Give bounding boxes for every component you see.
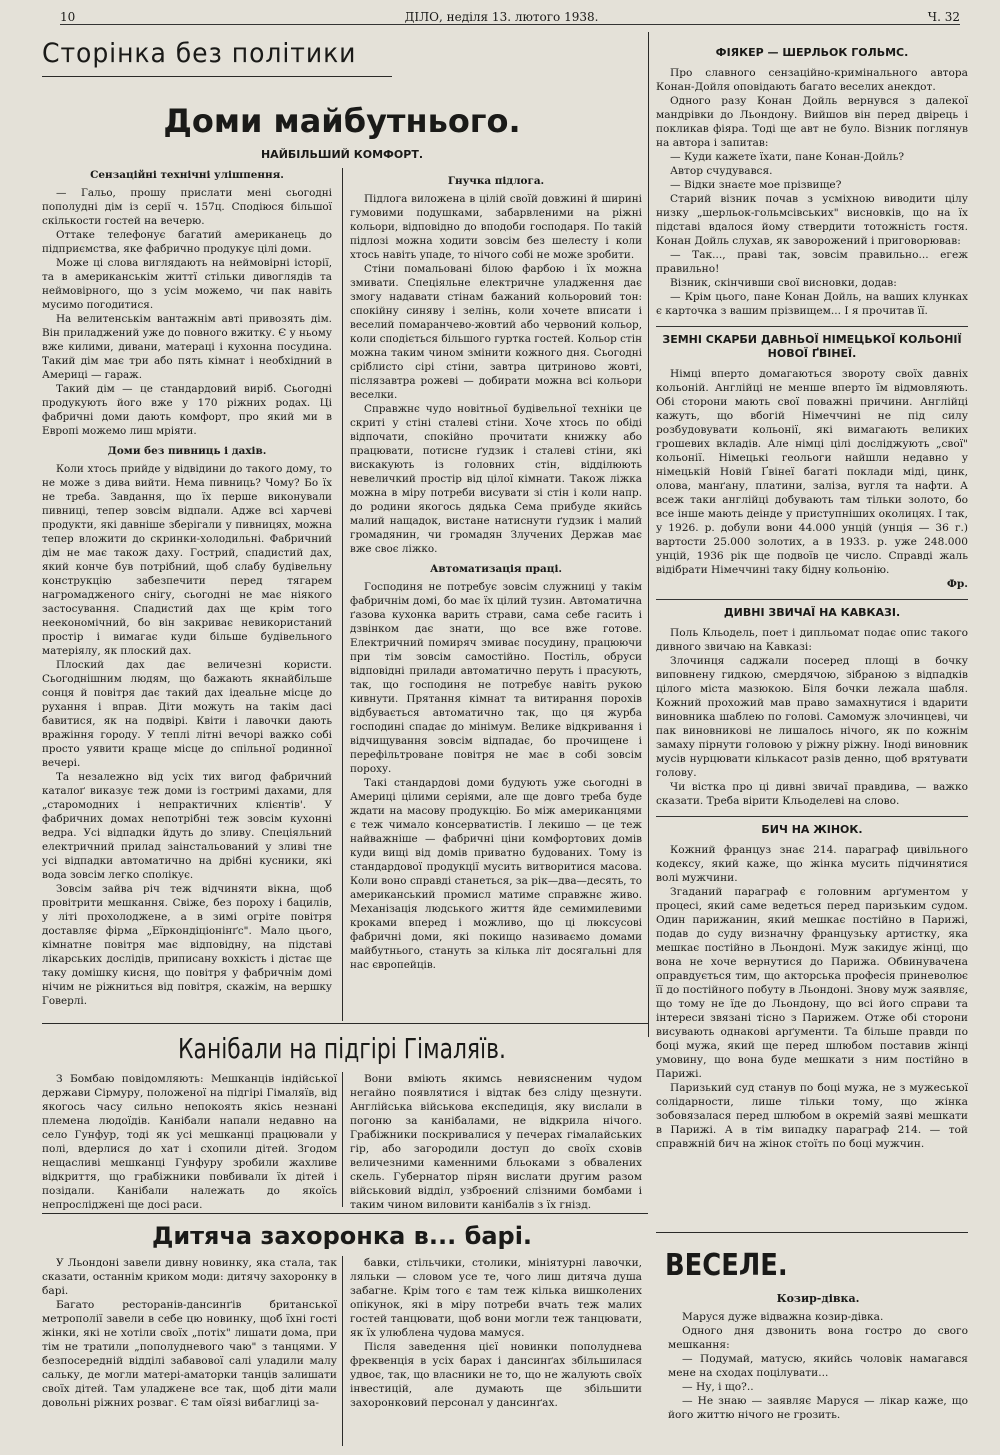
fiaker-title: ФІЯКЕР — ШЕРЛЬОК ГОЛЬМС. xyxy=(715,46,909,59)
issue-info: ДІЛО, неділя 13. лютого 1938. xyxy=(404,10,599,24)
vesele-paragraph: — Не знаю — заявляє Маруся — лікар каже, що його життю нічого не грозить. xyxy=(668,1395,968,1421)
homes-paragraph: Такі стандардові доми будують уже сьогодні в Америці цілими серіями, але ще довго треба буде ждати на масову продукцію. Бо між американцями є теж чимало консерватистів. І лекишо — це теж найважніше — фабричні ціни комфортових домів куди вищі від домів приватно будованих. Тому із стандардової продукції мусить витворитися масова. Коли воно справді станеться, за рік—два—десять, то американський промисл матиме справжнє живо. Механізація людського життя йде семимилевими кроками вперед і можливо, що ці люксусові фабричні доми, які покищо називаємо домами майбутнього, стануть за кілька літ досягальні для нас європейців. xyxy=(350,777,642,971)
vesele-title: ВЕСЕЛЕ. xyxy=(665,1248,788,1283)
whip-title: БИЧ НА ЖІНОК. xyxy=(761,823,863,836)
caucasus-paragraph: Чи вістка про ці дивні звичаї правдива, — важко сказати. Треба вірити Кльоделеві на слово. xyxy=(656,781,968,807)
section-title: Сторінка без політики xyxy=(42,38,357,69)
nursery-paragraph: Після заведення цієї новинки пополуднева фреквенція в усіх барах і дансинґах збільшилася удвоє, так, що власники не то, що не жалують своїх інвестицій, але думають ще збільшити захоронковий персонал у дансинґах. xyxy=(350,1341,642,1409)
whip-paragraph: Паризький суд станув по боці мужа, не з мужеської солідарности, лише тільки тому, що жінка зобовязалася перед шлюбом в окремій заяві мешкати в Парижі. А в тім випадку параграф 214. — той справжній бич на жінок стоїть по боці мужчин. xyxy=(656,1082,968,1150)
page-header xyxy=(60,8,960,25)
section-title-underline xyxy=(42,76,392,77)
caucasus-paragraph: Злочинця саджали посеред площі в бочку виповнену гидкою, смердячою, зібраною з відпадків цілого міста мазюкою. Біля бочки лежала шабля. Кожний прохожий мав право замахнутися і вдарити виновника шаблею по голові. Самомуж злочинцеві, чи пак виновникові не лишалось нічого, як по кожнім замаху пірнути головою у ріжну ріжну. Іноді виновник мусів нурцювати кількасот разів денно, щоб врятувати голову. xyxy=(656,655,968,779)
cannibals-top-rule xyxy=(42,1023,648,1024)
nursery-paragraph: Багато ресторанів-дансинґів британської метрополії завели в себе цю новинку, щоб їхні гості жінки, які не хотіли своїх „потіх" лишати дома, при тім не тратили „пополудневого чаю" з танцями. У безпосередній відділі забавової салі уладили малу сальку, де могли матері-аматорки танців залишати своїх дітей. Там уладжене все так, щоб діти мали довольні ріжних розваг. Є там оїязі вибаглиці за- xyxy=(42,1299,337,1409)
nursery-column-1 xyxy=(42,1256,337,1446)
fiaker-paragraph: Автор счудувався. xyxy=(670,165,773,177)
homes-paragraph: Господиня не потребує зовсім служниці у такім фабричнім домі, бо має їх цілий тузин. Автоматична ґазова кухонка варить страви, сама себе гасить і дзвінком дає знати, що все вже готове. Електричний помиряч змиває посудину, працюючи при тім зовсім самостійно. Постіль, обруси відповідні прилади автоматично перуть і прасують, так, що господиня не потребує навіть рукою кивнути. Прятання кімнат та витирання порохів відбувається автоматично так, що ця журба господині спадає до мінімум. Велике відкривання і відчищування зовсім відпадає, бо прочищене і перефільтроване повітря не має в собі зовсім пороху. xyxy=(350,581,642,775)
nursery-paragraph: У Льондоні завели дивну новинку, яка стала, так сказати, останнім криком моди: дитячу захоронку в барі. xyxy=(42,1257,337,1297)
cannibals-paragraph: З Бомбаю повідомляють: Мешканців індійської держави Сірмуру, положеної на підгірі Гімаляїв, від якогось часу сильно непокоять якісь незнані племена людоїдів. Канібали напали недавно на село Гунфур, тоді як усі мешканці працювали у полі, вдерлися до хат і схопили дітей. Згодом нещасливі мешканці Гунфуру зробили жахливе відкриття, що грабіжники повбивали їх дітей і позідали. Канібали належать до якоїсь непроcліджені ще досі раси. xyxy=(42,1073,337,1211)
fiaker-paragraph: Візник, скінчивши свої висновки, додав: xyxy=(670,277,897,289)
right-column-divider xyxy=(648,32,649,1037)
caucasus-title: ДИВНІ ЗВИЧАЇ НА КАВКАЗІ. xyxy=(723,606,901,619)
homes-paragraph: Справжнє чудо новітньої будівельної техніки це скриті у стіні сталеві стіни. Хоче хтось по обіді відпочати, спокійно прочитати книжку або працювати, потисне ґудзик і сталеві стіни, які вискакують із головних стін, відділюють невеличкий простір від цілої кімнати. Також ліжка можна в міру потреби висувати зі стін і коли напр. до родини якогось дядька Сема прибуде якийсь малий нащадок, вистане натиснути ґудзик і малий громадянин, чи громадян Злучених Держав має вже своє ліжко. xyxy=(350,403,642,555)
homes-column-divider xyxy=(342,168,343,1021)
cannibals-column-2 xyxy=(350,1072,642,1211)
nursery-top-rule xyxy=(42,1213,648,1214)
homes-paragraph: Такий дім — це стандардовий виріб. Сьогодні продукують його вже у 170 ріжних родах. Ці фабричні доми дають комфорт, про який ми в Европі можемо лиш мріяти. xyxy=(42,383,332,437)
fiaker-paragraph: Старий візник почав з усміхною виводити цілу низку „шерльок-гольмсівських" висновків, що на їх підставі вдалося йому ствердити тотожність гостя. Конан Дойль слухав, як заворожений і приговорював: xyxy=(656,193,968,247)
vesele-subheading: Козир-дівка. xyxy=(776,1292,860,1305)
homes-subheading-3: Гнучка підлога. xyxy=(447,175,545,187)
homes-column-1 xyxy=(42,162,332,1012)
homes-paragraph: Плоский дах дає величезні користи. Сьогоднішним людям, що бажають якнайбільше сонця й повітря дає такий дах ідеальне місце до рухання і вправ. Діти можуть на такім дасі бавитися, як на подвірі. Квіти і лавочки дають вражіння городу. У теплі літні вечорі важко собі просто уявити краще місце до спільної родинної вечері. xyxy=(42,659,332,769)
homes-paragraph: Оттаке телефонує багатий американець до підприємства, яке фабрично продукує цілі доми. xyxy=(42,229,332,255)
vesele-top-rule xyxy=(656,1232,968,1233)
homes-subheading-2: Доми без пивниць і дахів. xyxy=(107,445,267,457)
treasures-title: ЗЕМНІ СКАРБИ ДАВНЬОЇ НІМЕЦЬКОЇ КОЛЬОНІЇ НОВОЇ ҐВІНЕЇ. xyxy=(662,333,962,360)
fiaker-paragraph: Одного разу Конан Дойль вернувся з далекої мандрівки до Льондону. Вийшов він перед двірець і покликав фіяра. Тоді ще авт не було. Візник поглянув на автора і запитав: xyxy=(656,95,968,149)
fiaker-paragraph: — Так..., праві так, зовсім правильно... егеж правильно! xyxy=(656,249,968,275)
whip-paragraph: Згаданий параграф є головним арґументом у процесі, який саме ведеться перед паризьким судом. Один парижанин, який мешкає постійно в Парижі, подав до суду визначну французьку артистку, яка мешкає постійно в Льондоні. Муж закидує жінці, що вона не хоче вернутися до Парижа. Обвинувачена оправдується тим, що акторська професія приневолює її до постійного побуту в Льондоні. Знову муж заявляє, що тому не їде до Льондону, що всі його справи та інтереси звязані тісно з Парижем. Отже обі сторони висувають однакові арґументи. Та більше правди по боці мужа, який ще перед шлюбом поставив жінці умовину, що вона буде мешкати з ним постійно в Парижі. xyxy=(656,886,968,1080)
treasures-signature: Фр. xyxy=(946,578,968,590)
homes-paragraph: На велитенськім вантажнім авті привозять дім. Він приладжений уже до повного вжитку. Є у ньому вже килими, дивани, матераці і кухонна посудина. Такий дім має три або пять кімнат і необхідний в Америці — гараж. xyxy=(42,313,332,381)
nursery-column-2 xyxy=(350,1256,642,1446)
vesele-body xyxy=(668,1290,968,1450)
homes-paragraph: Стіни помальовані білою фарбою і їх можна змивати. Спеціяльне електричне уладження дає змогу надавати стінам бажаний кольоровий тон: спокійну синяву і зелінь, коли хочете вписати і веселий помаранчево-жовтий або червоний кольор, коли сподіється більшого гуртка гостей. Кольор стін можна таким чином змінити кожного дня. Сьогодні сріблисто сірі стіни, завтра цитриново жовті, післязавтра рожеві — добирати можна всі кольори веселки. xyxy=(350,263,642,401)
vesele-paragraph: — Ну, і що?.. xyxy=(682,1381,754,1393)
caucasus-paragraph: Поль Кльодель, поет і дипльомат подає опис такого дивного звичаю на Кавказі: xyxy=(656,627,968,653)
homes-subtitle: НАЙБІЛЬШИЙ КОМФОРТ. xyxy=(260,148,424,161)
cannibals-paragraph: Вони вміють якимсь невиясненим чудом негайно появлятися і відтак без сліду щезнути. Англійська військова експедиція, яку вислали в погоню за канібалами, не відкрила нічого. Грабіжники поскривалися у печерах гімалайських гір, або загородили доступ до своїх сховів величезними каменними бльоками з обвалених скель. Губернатор пірян вислати другим разом військовий відділ, узброєний слізними бомбами і таким чином виловити канібалів з їх гнізд. xyxy=(350,1073,642,1211)
homes-paragraph: Може ці слова виглядають на неймовірні історії, та в американськім життї стільки дивоглядів та неймовірного, що з усім можемо, чи пак навіть мусимо погодитися. xyxy=(42,257,332,311)
treasures-paragraph: Німці вперто домагаються звороту своїх давніх кольоній. Англійці не менше вперто їм відмовляють. Обі сторони мають свої поважні причини. Англійці кажуть, що вбогій Німеччині не під силу розбудовувати кольонії, які вимагають великих грошевих вкладів. Але німці цілі досліджують „свої" кольонії. Німецькі геольоги найшли недавно у німецькій Новій Ґвінеї багаті поклади міді, цинк, олова, манґану, платини, заліза, вугля та нафти. А всеж таки англійці добувають там тільки золото, бо все інше мають деінде у приступніших околицях. І так, у 1926. р. добули вони 44.000 унцій (унція — 36 г.) вартости 25.000 золотих, а в 1933. р. уже 248.000 унцій, 1936 рік ще подвоїв це число. Справді жаль відібрати Німеччині таку бідну кольонію. xyxy=(656,368,968,576)
cannibals-divider xyxy=(342,1072,343,1207)
fiaker-paragraph: Про славного сензаційно-кримінального автора Конан-Дойля оповідають багато веселих анекдот. xyxy=(656,67,968,93)
fiaker-paragraph: — Куди кажете їхати, пане Конан-Дойль? xyxy=(670,151,905,163)
homes-paragraph: — Гальо, прошу прислати мені сьогодні пополудні дім із серії ч. 157ц. Сподіюся більшої скількости гостей на вечерю. xyxy=(42,187,332,227)
nursery-divider xyxy=(342,1256,343,1446)
page-number: 10 xyxy=(60,10,76,24)
right-column xyxy=(656,40,968,1150)
homes-subheading-1: Сензаційні технічні улішпення. xyxy=(90,169,284,181)
homes-paragraph: Зовсім зайва річ теж відчиняти вікна, щоб провітрити мешкання. Свіже, без пороху і бацилів, у літі прохолоджене, а в зимі огріте повітря доставляє фірма „Еїркондіціонінґс". Мало цього, кімнатне повітря має відповідну, на підставі лікарських дослідів, приписану вохкість і дістає ще таку домішку кисня, що повітря у фабричнім домі нічим не ріжниться від повітря, скажім, на вершку Говерлі. xyxy=(42,883,332,1007)
nursery-paragraph: бавки, стільчики, столики, мініятурні лавочки, ляльки — словом усе те, чого лиш дитяча душа забагне. Крім того є там теж кілька вишколених опікунок, які в міру потреби вчать теж малих гостей танцювати, щоб вони могли теж танцювати, як їх улюблена чудова мамуся. xyxy=(350,1257,642,1339)
homes-column-2 xyxy=(350,168,642,1013)
whip-paragraph: Кожний француз знає 214. параграф цивільного кодексу, який каже, що жінка мусить підчинятися волі мужчини. xyxy=(656,844,968,884)
homes-subheading-4: Автоматизація праці. xyxy=(429,563,563,575)
fiaker-paragraph: — Крім цього, пане Конан Дойль, на ваших клунках є карточка з вашим прізвищем... І я прочитав її. xyxy=(656,291,968,317)
issue-number: Ч. 32 xyxy=(927,10,960,24)
fiaker-paragraph: — Відки знаєте мое прізвище? xyxy=(670,179,842,191)
homes-paragraph: Коли хтось прийде у відвідини до такого дому, то не може з дива вийти. Нема пивниць? Чому? Бо їх не треба. Завдання, що їх перше виконували пивниці, тепер зовсім відпали. Адже всі харчеві продукти, які давніше зберігали у пивницях, можна тепер вложити до скринки-холодильні. Фабричний дім не має також даху. Гострий, спадистий дах, який конче був потрібний, щоб слабу будівельну конструкцію забезпечити перед тягарем нагромадженого снігу, сьогодні не має ніякого застосування. Спадистий дах ще крім того неекономічний, бо він закриває невикористаний простір і вимагає куди більше будівельного матеріялу, як плоский дах. xyxy=(42,463,332,657)
cannibals-column-1 xyxy=(42,1072,337,1211)
homes-paragraph: Та незалежно від усіх тих вигод фабричний каталоґ виказує теж доми із гостримі дахами, для „старомодних і непрактичних клієнтів'. У фабричних домах непотрібні теж зовсім кухонні ведра. Усі відпадки йдуть до зливу. Спеціяльний електричний прилад заінстальований у зливі тне усі відпадки автоматично на дрібні кусники, які вода зовсім легко сполікує. xyxy=(42,771,332,881)
vesele-paragraph: Одного дня дзвонить вона гостро до свого мешкання: xyxy=(668,1325,968,1351)
nursery-title: Дитяча захоронка в... барі. xyxy=(151,1222,533,1250)
cannibals-title: Канібали на підгірі Гімаляїв. xyxy=(178,1032,506,1065)
homes-title: Доми майбутнього. xyxy=(163,102,521,140)
vesele-paragraph: Маруся дуже відважна козир-дівка. xyxy=(682,1311,884,1323)
vesele-paragraph: — Подумай, матусю, якийсь чоловік намагався мене на сходах поцілувати... xyxy=(668,1353,968,1379)
homes-paragraph: Підлога виложена в цілій своїй довжині й ширині гумовими подушками, забарвленими на ріжні кольори, відповідно до вподоби господаря. По такій підлозі можна ходити зовсім без шелесту і коли хтось навіть упаде, то нічого собі не може зробити. xyxy=(350,193,642,261)
